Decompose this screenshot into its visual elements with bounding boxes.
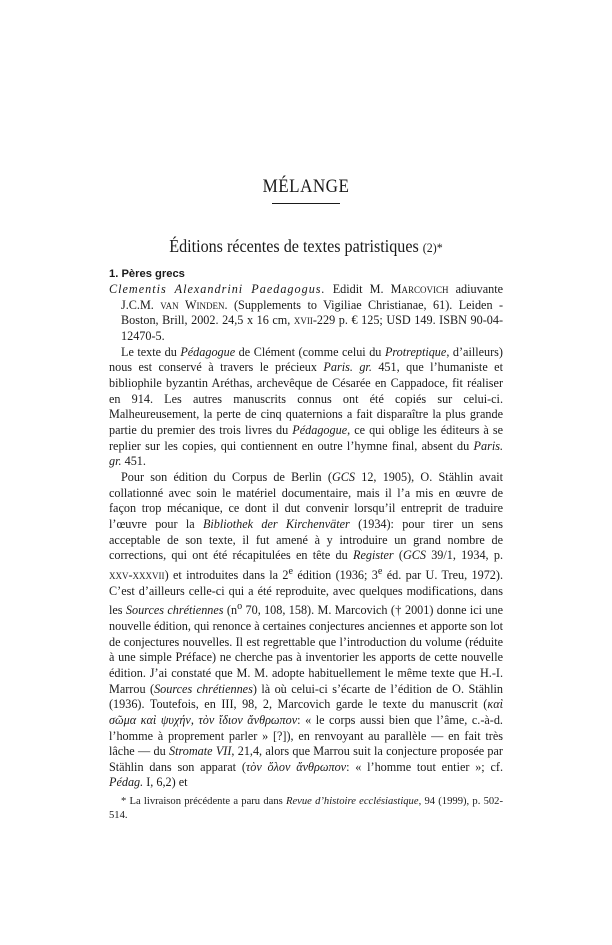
text: 12, 1905), O. Stählin avait collationné avec soin le matériel documentaire, mais il l’a mis en œuvre de façon trop mécanique, ce dont il dut convenir lorsqu’il entreprit de traduire l’œuvre pour la [109,469,503,531]
italic-text: Paris. gr. [109,438,503,469]
text: : « le corps aussi bien que l’âme, c.-à-d. l’homme à proprement parler » [?]), en renvoyant au parallèle — en fait très lâche — du [109,712,503,759]
text: de Clément (comme celui du [235,344,385,359]
bibliography-entry [109,282,503,345]
text: éd. par U. Treu, 1972). C’est d’ailleurs celle-ci qui a été reproduite, avec quelques modifications, dans les [109,567,503,618]
bib-pages: xvii [293,313,313,328]
italic-text: GCS [402,548,426,563]
section-title: MÉLANGE [262,176,350,197]
italic-text: Protreptique [384,344,447,359]
superscript: o [237,601,243,613]
small-caps-text: xxv-xxxvii [109,567,165,582]
coeditor-name: Winden [185,297,225,312]
text: , 21,4, alors que Marrou suit la conjecture proposée par Stählin dans son apparat ( [109,744,503,774]
superscript: e [288,565,294,577]
text: ) là où celui-ci s’écarte de l’édition de O. Stählin (1936). Toutefois, en III, 98, 2, Marcovich garde le texte du manuscrit ( [109,681,504,712]
paragraph-2 [109,470,503,791]
text: ( [393,548,403,563]
text: , 94 (1999), p. 502-514. [109,796,503,821]
bib-text: van [160,297,179,312]
text: (1934): pour tirer un sens acceptable de son texte, il fut amené à y introduire un grand nombre de corrections, qui ont été récapitulées en tête du [109,516,503,563]
footnote [109,795,503,823]
italic-text: Pédagogue [180,344,236,359]
text: Le texte du [121,344,181,359]
italic-text: Revue d’histoire ecclésiastique [286,796,419,807]
text: 70, 108, 158). M. Marcovich († 2001) donne ici une nouvelle édition, qui renonce à certaines conjectures anciennes et apporte son lot de conjectures nouvelles. Il est regrettable que l’introduction du volume (réduite à une simple Préface) ne cherche pas à inventorier les apports de cette nouvelle édition. J’ai constaté que M. M. adopte habituellement le même texte que H.-I. Marrou ( [109,603,504,696]
text: , ce qui oblige les éditeurs à se replier sur les copies, qui contiennent en outre l’hymne final, absent du [109,422,503,453]
superscript: e [377,565,383,577]
text: Pour son édition du Corpus de Berlin ( [121,469,332,484]
italic-text: Bibliothek der Kirchenväter [202,516,350,531]
italic-text: Register [353,548,394,563]
bib-text: adiuvante J.C.M. [121,282,504,312]
article-title-footnote-mark: (2)* [422,240,443,255]
text: (n [223,603,238,618]
text: , d’ailleurs) nous est conservé à travers le précieux [109,344,503,375]
italic-text: Sources chrétiennes [154,681,253,696]
editor-name: Marcovich [390,282,449,296]
greek-text: τὸν ὅλον ἄνθρωπον [245,759,347,774]
text: : « l’homme tout entier »; cf. [346,759,503,774]
bib-text: Edidit M. [332,282,384,296]
title-rule [272,203,340,204]
text: * La livraison précédente a paru dans [121,796,286,807]
article-title-text: Éditions récentes de textes patristiques [169,236,419,256]
text: 451. [121,454,146,469]
text: ) et introduites dans la 2 [164,567,289,582]
text: I, 6,2) et [143,775,188,790]
italic-text: Pédagogue [292,422,348,437]
text: édition (1936; 3 [293,567,378,582]
greek-text: καὶ σῶμα καὶ ψυχήν, τὸν ἴδιον ἄνθρωπον [109,697,503,727]
section-heading: 1. Pères grecs [109,268,185,280]
italic-text: Stromate VII [168,744,232,759]
bib-text: -229 p. € 125; USD 149. ISBN 90-04-12470-5. [121,313,503,343]
italic-text: Pédag. [109,775,144,790]
paragraph-1 [109,345,503,470]
italic-text: Paris. gr. [323,360,372,375]
italic-text: GCS [331,469,355,484]
italic-text: Sources chrétiennes [125,603,224,618]
main-text [109,282,503,791]
article-title [24,236,587,257]
book-title: Clementis Alexandrini Paedagogus. [109,282,326,296]
text: 451, que l’humaniste et bibliophile byzantin Aréthas, archevêque de Césarée en Cappadoce, fit réaliser en 914. Les autres manuscrits connus ont été copiés sur celui-ci. Malheureusement, la perte de cinq quaternions a fait disparaître la plus grande partie du premier des trois livres du [109,360,503,437]
bib-text: . (Supplements to Vigiliae Christianae, 61). Leiden - Boston, Brill, 2002. 24,5 x 16 cm, [121,297,504,328]
text: 39/1, 1934, p. [425,548,503,563]
